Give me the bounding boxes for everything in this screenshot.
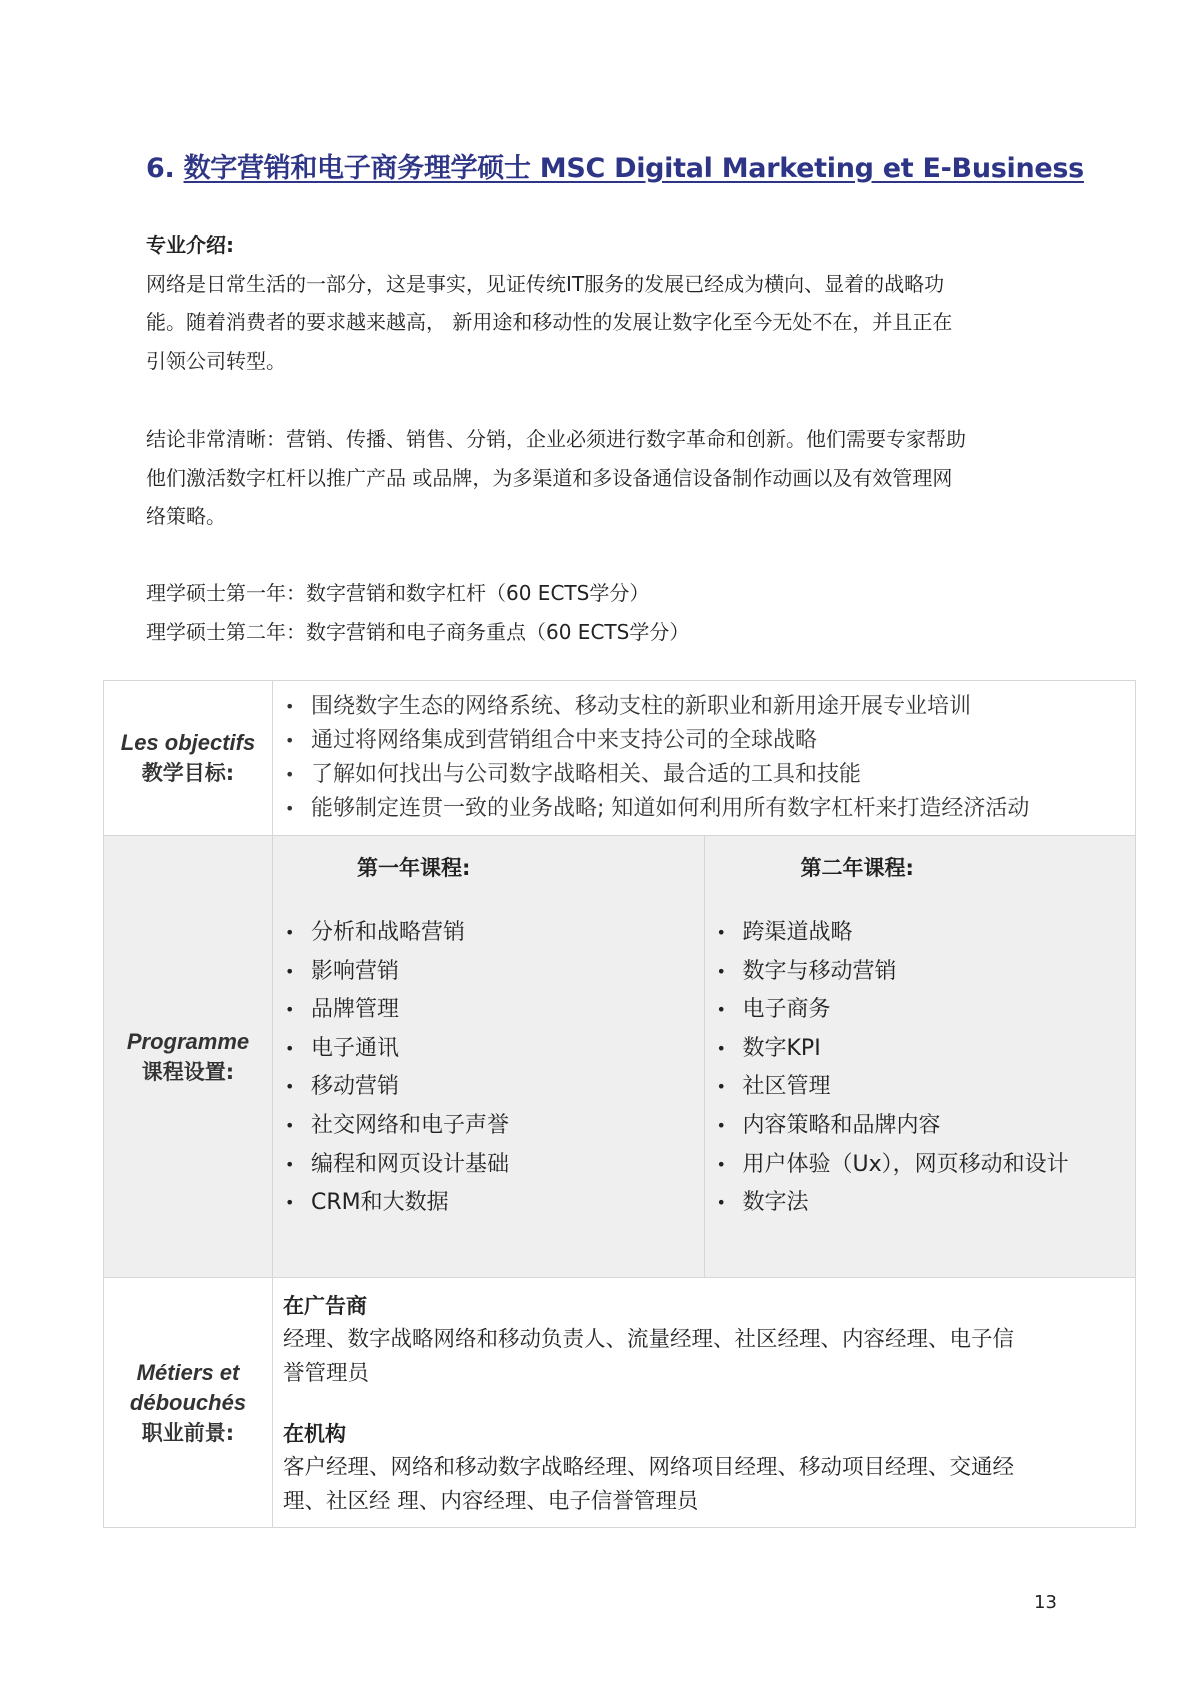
careers-label-zh: 职业前景:	[141, 1420, 235, 1445]
year-1-heading: 第一年课程:	[357, 856, 471, 880]
programme-label-fr: Programme	[126, 1028, 250, 1054]
intro-paragraph-1	[146, 226, 1066, 380]
course-item: • 用户体验（Ux），网页移动和设计	[715, 1146, 1069, 1185]
page-number: 13	[1034, 1592, 1057, 1613]
course-item: • 编程和网页设计基础	[283, 1146, 509, 1185]
year-summary	[146, 574, 1066, 651]
intro-line: 他们激活数字杠杆以推广产品 或品牌，为多渠道和多设备通信设备制作动画以及有效管理网	[146, 465, 953, 490]
institution-line: 客户经理、网络和移动数字战略经理、网络项目经理、移动项目经理、交通经	[283, 1454, 1015, 1480]
careers-row	[104, 1278, 1136, 1528]
intro-line: 络策略。	[146, 504, 226, 528]
objectives-list	[273, 690, 1135, 826]
year-1-course-list	[273, 914, 509, 1223]
objective-item: • 了解如何找出与公司数字战略相关、最合适的工具和技能	[283, 758, 1135, 792]
objective-item: • 能够制定连贯一致的业务战略; 知道如何利用所有数字杠杆来打造经济活动	[283, 792, 1135, 826]
course-item: • 品牌管理	[283, 991, 509, 1030]
course-item: • 影响营销	[283, 953, 509, 992]
year-1-summary: 理学硕士第一年：数字营销和数字杠杆（60 ECTS学分）	[146, 581, 650, 605]
course-item: • 电子通讯	[283, 1030, 509, 1069]
careers-label	[104, 1278, 273, 1528]
careers-label-fr-2: débouchés	[129, 1389, 247, 1415]
intro-heading: 专业介绍:	[146, 233, 234, 257]
programme-label-zh: 课程设置:	[141, 1059, 235, 1084]
program-table	[103, 680, 1136, 1528]
year-1-courses	[273, 836, 704, 1277]
objective-item: • 围绕数字生态的网络系统、移动支柱的新职业和新用途开展专业培训	[283, 690, 1135, 724]
course-item: • 数字法	[715, 1184, 1069, 1223]
course-item: • 社交网络和电子声誉	[283, 1107, 509, 1146]
section-title	[146, 146, 1084, 185]
agency-line: 经理、数字战略网络和移动负责人、流量经理、社区经理、内容经理、电子信	[283, 1326, 1015, 1352]
institution-line: 理、社区经 理、内容经理、电子信誉管理员	[283, 1488, 699, 1514]
programme-content	[273, 836, 1136, 1278]
intro-line: 能。随着消费者的要求越来越高， 新用途和移动性的发展让数字化至今无处不在，并且正在	[146, 310, 953, 334]
intro-line: 结论非常清晰：营销、传播、销售、分销，企业必须进行数字革命和创新。他们需要专家帮助	[146, 427, 966, 451]
course-item: • 移动营销	[283, 1068, 509, 1107]
section-number: 6.	[146, 153, 175, 184]
objectives-row	[104, 681, 1136, 836]
intro-line: 网络是日常生活的一部分，这是事实，见证传统IT服务的发展已经成为横向、显着的战略功	[146, 271, 945, 296]
agency-heading: 在广告商	[283, 1293, 367, 1318]
course-item: • 数字KPI	[715, 1030, 1069, 1069]
course-item: • 分析和战略营销	[283, 914, 509, 953]
year-2-heading: 第二年课程:	[800, 856, 914, 880]
careers-content	[273, 1278, 1136, 1528]
course-item: • 电子商务	[715, 991, 1069, 1030]
agency-line: 誉管理员	[283, 1360, 370, 1386]
course-item: • 社区管理	[715, 1068, 1069, 1107]
course-item: • CRM和大数据	[283, 1184, 509, 1223]
programme-label	[104, 836, 273, 1278]
institution-heading: 在机构	[283, 1421, 346, 1446]
objectives-label-zh: 教学目标:	[141, 761, 235, 785]
year-2-summary: 理学硕士第二年：数字营销和电子商务重点（60 ECTS学分）	[146, 619, 690, 644]
intro-paragraph-2	[146, 420, 1066, 536]
course-item: • 跨渠道战略	[715, 914, 1069, 953]
objectives-content	[273, 681, 1136, 836]
objectives-label-fr: Les objectifs	[120, 730, 256, 755]
course-item: • 内容策略和品牌内容	[715, 1107, 1069, 1146]
careers-label-fr-1: Métiers et	[136, 1359, 240, 1385]
section-title-text: 数字营销和电子商务理学硕士 MSC Digital Marketing et E-Business	[183, 153, 1084, 184]
course-item: • 数字与移动营销	[715, 953, 1069, 992]
year-2-course-list	[705, 914, 1069, 1223]
programme-row	[104, 836, 1136, 1278]
objective-item: • 通过将网络集成到营销组合中来支持公司的全球战略	[283, 724, 1135, 758]
year-2-courses	[704, 836, 1136, 1277]
intro-line: 引领公司转型。	[146, 348, 286, 373]
objectives-label	[104, 681, 273, 836]
